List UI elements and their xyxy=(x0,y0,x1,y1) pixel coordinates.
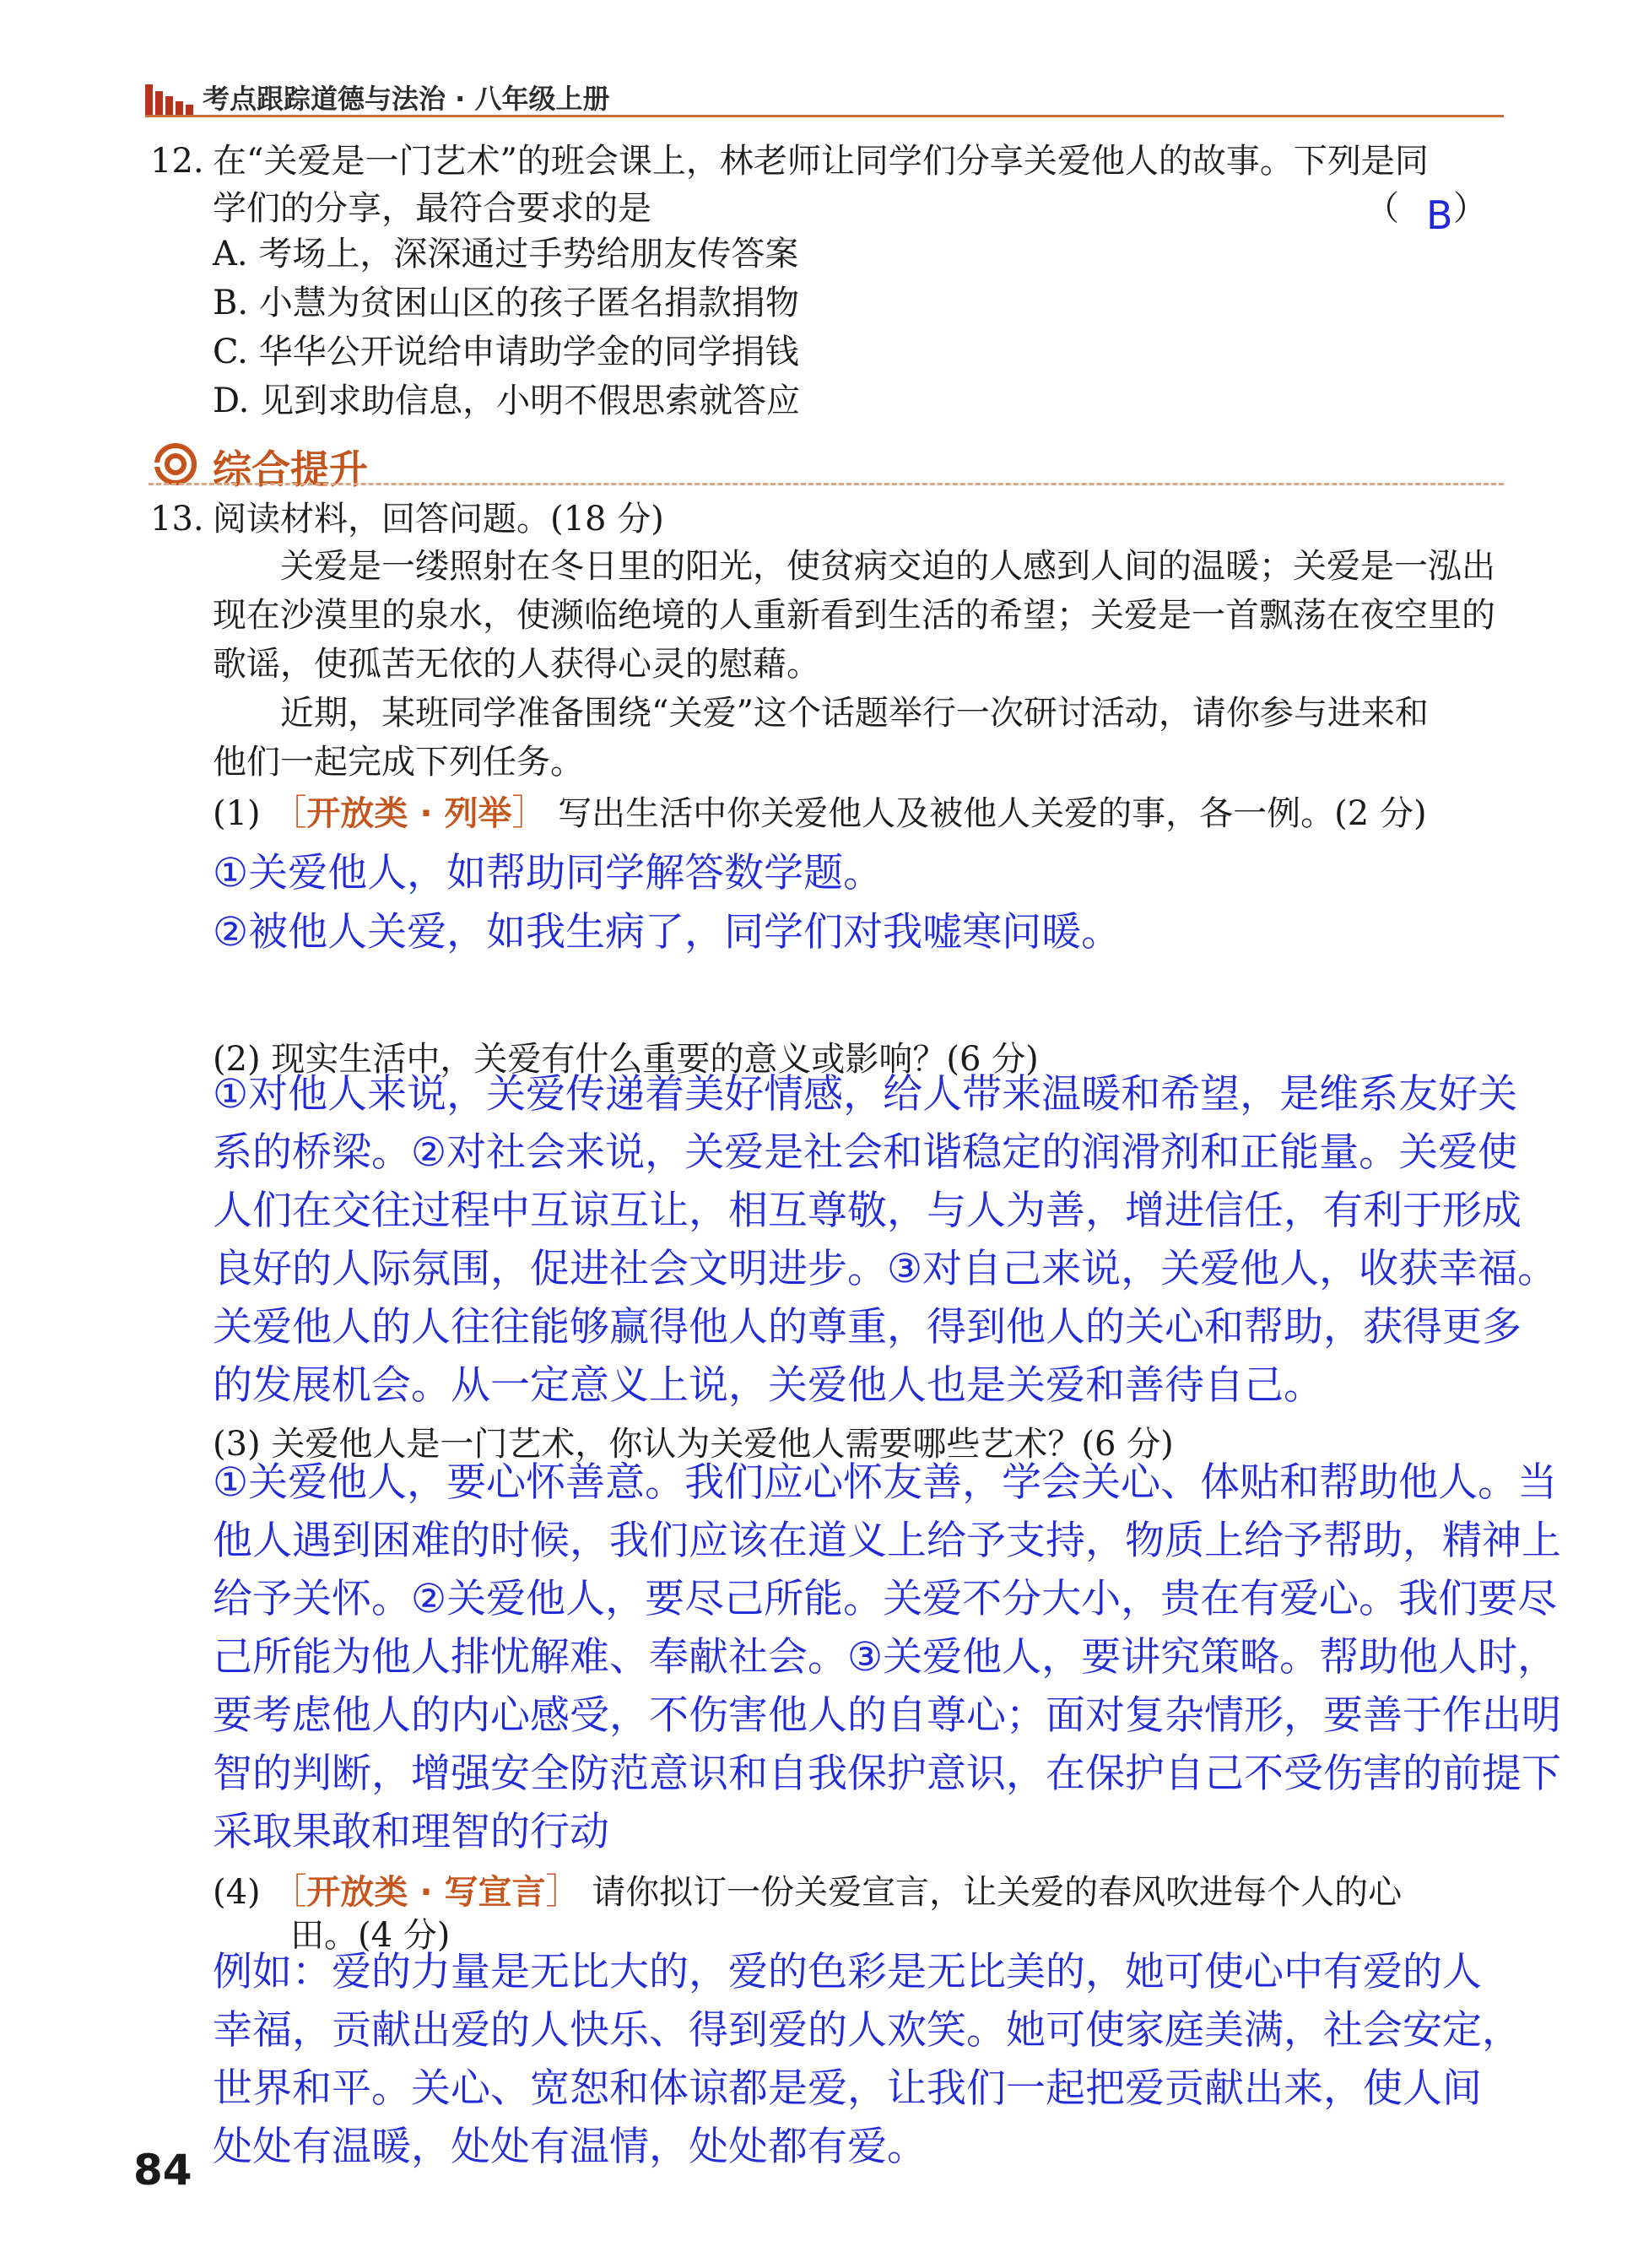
q13-sub4-answer-line: 世界和平。关心、宽恕和体谅都是爱，让我们一起把爱贡献出来，使人间 xyxy=(213,2065,1482,2112)
q13-sub3-answer-line: 智的判断，增强安全防范意识和自我保护意识，在保护自己不受伤害的前提下 xyxy=(213,1751,1561,1797)
q13-sub3-answer-line: 他人遇到困难的时候，我们应该在道义上给予支持，物质上给予帮助，精神上 xyxy=(213,1518,1561,1564)
q13-sub4-answer-line: 处处有温暖，处处有温情，处处都有爱。 xyxy=(213,2124,927,2170)
q12-option-b: B. 小慧为贫困山区的孩子匿名捐款捐物 xyxy=(213,284,799,322)
q13-sub1-row xyxy=(213,788,1427,838)
q13-sub1-answer-line: ①关爱他人，如帮助同学解答数学题。 xyxy=(213,850,884,896)
target-icon xyxy=(150,441,197,488)
q13-sub4-number: (4) xyxy=(213,1873,261,1912)
q12-answer: B xyxy=(1426,192,1453,238)
q13-sub3-answer-line: 给予关怀。②关爱他人，要尽己所能。关爱不分大小，贵在有爱心。我们要尽 xyxy=(213,1576,1558,1622)
q13-sub2-question: 现实生活中，关爱有什么重要的意义或影响？(6 分) xyxy=(271,1040,1039,1079)
q12-stem-line1: 在“关爱是一门艺术”的班会课上，林老师让同学们分享关爱他人的故事。下列是同 xyxy=(213,142,1429,181)
q13-material-line: 他们一起完成下列任务。 xyxy=(213,743,584,782)
header-title: 考点跟踪道德与法治 · 八年级上册 xyxy=(203,83,610,115)
tag-bracket-close: ］ xyxy=(511,792,548,833)
q13-sub2-answer-line: 的发展机会。从一定意义上说，关爱他人也是关爱和善待自己。 xyxy=(213,1362,1323,1409)
q13-sub3-answer-line: 要考虑他人的内心感受，不伤害他人的自尊心；面对复杂情形，要善于作出明 xyxy=(213,1692,1561,1739)
header-bars-icon xyxy=(145,84,192,115)
q13-sub3-answer-line: 采取果敢和理智的行动 xyxy=(213,1809,609,1855)
q13-material-line: 关爱是一缕照射在冬日里的阳光，使贫病交迫的人感到人间的温暖；关爱是一泓出 xyxy=(280,547,1495,586)
q12-option-a: A. 考场上，深深通过手势给朋友传答案 xyxy=(213,235,799,273)
q13-sub4-answer-line: 例如：爱的力量是无比大的，爱的色彩是无比美的，她可使心中有爱的人 xyxy=(213,1949,1482,1995)
tag-bracket-close: ］ xyxy=(545,1870,581,1912)
q13-sub2-number: (2) xyxy=(213,1040,261,1079)
section-title: 综合提升 xyxy=(213,447,368,492)
header-rule xyxy=(145,115,1504,117)
q13-sub2-answer-line: 人们在交往过程中互谅互让，相互尊敬，与人为善，增进信任，有利于形成 xyxy=(213,1188,1522,1234)
q13-material-line: 歌谣，使孤苦无依的人获得心灵的慰藉。 xyxy=(213,645,820,684)
page-number: 84 xyxy=(133,2146,192,2195)
q13-sub1-answer-line: ②被他人关爱，如我生病了，同学们对我嘘寒问暖。 xyxy=(213,909,1122,955)
q13-intro: 阅读材料，回答问题。(18 分) xyxy=(213,500,664,539)
q13-sub3-number: (3) xyxy=(213,1425,261,1464)
q12-paren-close: ） xyxy=(1453,189,1487,228)
q13-sub1-tag: 开放类 · 列举 xyxy=(306,794,512,833)
q13-material-line: 近期，某班同学准备围绕“关爱”这个话题举行一次研讨活动，请你参与进来和 xyxy=(280,694,1429,733)
q12-stem-line2: 学们的分享，最符合要求的是 xyxy=(213,189,651,228)
q13-sub4-answer-line: 幸福，贡献出爱的人快乐、得到爱的人欢笑。她可使家庭美满，社会安定， xyxy=(213,2007,1522,2054)
q13-sub1-number: (1) xyxy=(213,794,261,833)
q13-sub1-question: 写出生活中你关爱他人及被他人关爱的事，各一例。(2 分) xyxy=(558,794,1427,833)
q13-material-line: 现在沙漠里的泉水，使濒临绝境的人重新看到生活的希望；关爱是一首飘荡在夜空里的 xyxy=(213,596,1495,635)
q13-sub2-answer-line: 关爱他人的人往往能够赢得他人的尊重，得到他人的关心和帮助，获得更多 xyxy=(213,1304,1522,1351)
q13-sub2-answer-line: ①对他人来说，关爱传递着美好情感，给人带来温暖和希望，是维系友好关 xyxy=(213,1071,1518,1118)
q13-sub2-answer-line: 系的桥梁。②对社会来说，关爱是社会和谐稳定的润滑剂和正能量。关爱使 xyxy=(213,1129,1518,1176)
q13-number: 13. xyxy=(150,500,204,539)
q13-sub4-question-line2: 田。(4 分) xyxy=(290,1916,451,1955)
tag-bracket-open: ［ xyxy=(271,1870,307,1912)
q13-sub2-answer-line: 良好的人际氛围，促进社会文明进步。③对自己来说，关爱他人，收获幸福。 xyxy=(213,1246,1558,1292)
q13-sub3-answer-line: ①关爱他人，要心怀善意。我们应心怀友善，学会关心、体贴和帮助他人。当 xyxy=(213,1459,1558,1506)
q12-option-d: D. 见到求助信息，小明不假思索就答应 xyxy=(213,382,801,420)
q12-paren-open: （ xyxy=(1365,189,1399,228)
q13-sub4-row xyxy=(213,1867,1402,1917)
q13-sub3-question: 关爱他人是一门艺术，你认为关爱他人需要哪些艺术？(6 分) xyxy=(271,1425,1174,1464)
section-divider xyxy=(149,483,1504,485)
q12-number: 12. xyxy=(150,142,204,181)
q13-sub4-question-line1: 请你拟订一份关爱宣言，让关爱的春风吹进每个人的心 xyxy=(592,1873,1403,1912)
q12-option-c: C. 华华公开说给申请助学金的同学捐钱 xyxy=(213,333,799,371)
q13-sub4-tag: 开放类 · 写宣言 xyxy=(306,1873,546,1912)
q13-sub3-answer-line: 己所能为他人排忧解难、奉献社会。③关爱他人，要讲究策略。帮助他人时， xyxy=(213,1634,1558,1681)
tag-bracket-open: ［ xyxy=(271,792,307,833)
